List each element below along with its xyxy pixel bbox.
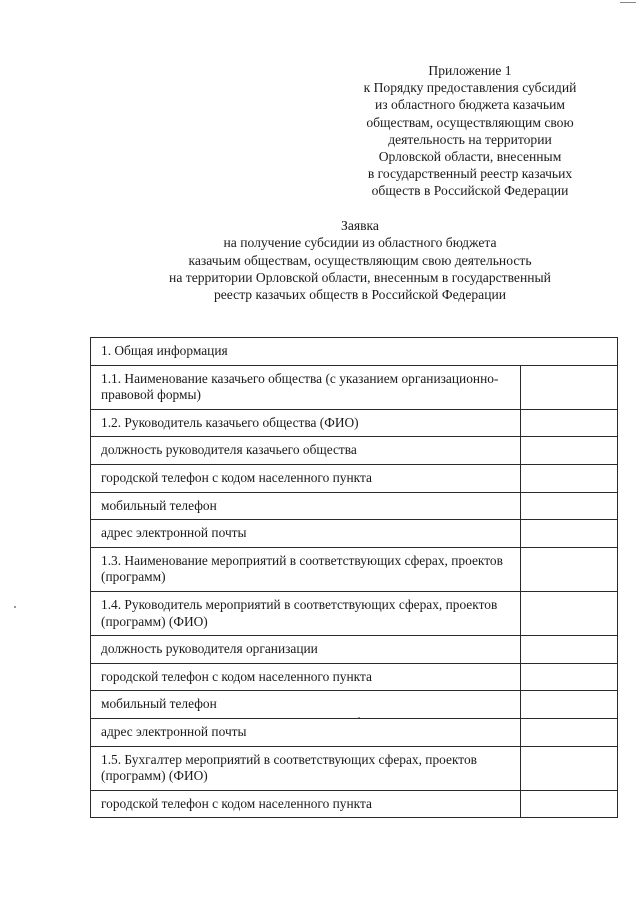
row-value-cell[interactable] bbox=[521, 663, 618, 691]
row-label: 1.3. Наименование мероприятий в соответствующих сферах, проектов (программ) bbox=[91, 547, 521, 591]
row-label: 1.2. Руководитель казачьего общества (ФИО) bbox=[91, 409, 521, 437]
row-value-cell[interactable] bbox=[521, 718, 618, 746]
appendix-line: Приложение 1 bbox=[428, 63, 512, 78]
table-row bbox=[91, 520, 618, 548]
application-title-line: на получение субсидии из областного бюджета bbox=[223, 235, 497, 251]
table-row bbox=[91, 746, 618, 790]
appendix-line: Орловской области, внесенным bbox=[378, 149, 562, 165]
appendix-line: из областного бюджета казачьим bbox=[375, 97, 565, 113]
row-value-cell[interactable] bbox=[521, 437, 618, 465]
row-value-cell[interactable] bbox=[521, 790, 618, 818]
appendix-line: обществам, осуществляющим свою bbox=[366, 114, 574, 130]
row-label: 1.5. Бухгалтер мероприятий в соответствующих сферах, проектов (программ) (ФИО) bbox=[91, 746, 521, 790]
row-value-cell[interactable] bbox=[521, 591, 618, 635]
table-row bbox=[91, 409, 618, 437]
row-label: городской телефон с кодом населенного пункта bbox=[91, 663, 521, 691]
application-title-line: казачьим обществам, осуществляющим свою деятельность bbox=[188, 252, 532, 268]
row-value-cell[interactable] bbox=[521, 365, 618, 409]
table-row bbox=[91, 636, 618, 664]
row-value-cell[interactable] bbox=[521, 520, 618, 548]
row-label: городской телефон с кодом населенного пункта bbox=[91, 790, 521, 818]
application-title-line: на территории Орловской области, внесенным в государственный bbox=[169, 269, 551, 285]
appendix-block bbox=[320, 62, 620, 200]
row-label: адрес электронной почты bbox=[91, 520, 521, 548]
row-value-cell[interactable] bbox=[521, 492, 618, 520]
application-form-table bbox=[90, 337, 618, 818]
table-row bbox=[91, 663, 618, 691]
row-value-cell[interactable] bbox=[521, 636, 618, 664]
row-label: должность руководителя организации bbox=[91, 636, 521, 664]
row-label: 1.4. Руководитель мероприятий в соответствующих сферах, проектов (программ) (ФИО) bbox=[91, 591, 521, 635]
row-value-cell[interactable] bbox=[521, 409, 618, 437]
row-label: должность руководителя казачьего общества bbox=[91, 437, 521, 465]
row-value-cell[interactable] bbox=[521, 746, 618, 790]
row-label: мобильный телефон bbox=[91, 691, 521, 719]
scan-speck bbox=[14, 606, 16, 608]
table-row bbox=[91, 691, 618, 719]
appendix-line: в государственный реестр казачьих bbox=[367, 166, 573, 182]
application-title-block bbox=[60, 217, 640, 303]
table-row bbox=[91, 790, 618, 818]
application-title-line: реестр казачьих обществ в Российской Федерации bbox=[213, 287, 507, 303]
table-row bbox=[91, 437, 618, 465]
table-section-header-row bbox=[91, 338, 618, 366]
scan-corner-mark bbox=[620, 2, 636, 8]
row-value-cell[interactable] bbox=[521, 547, 618, 591]
row-value-cell[interactable] bbox=[521, 691, 618, 719]
section-header: 1. Общая информация bbox=[91, 338, 618, 366]
appendix-line: обществ в Российской Федерации bbox=[371, 183, 569, 199]
table-row bbox=[91, 492, 618, 520]
appendix-line: к Порядку предоставления субсидий bbox=[363, 80, 577, 96]
table-row bbox=[91, 718, 618, 746]
row-label: городской телефон с кодом населенного пункта bbox=[91, 464, 521, 492]
table-row bbox=[91, 365, 618, 409]
table-row bbox=[91, 547, 618, 591]
application-heading: Заявка bbox=[341, 218, 379, 233]
table-row bbox=[91, 591, 618, 635]
row-label: адрес электронной почты bbox=[91, 718, 521, 746]
row-value-cell[interactable] bbox=[521, 464, 618, 492]
appendix-line: деятельность на территории bbox=[388, 131, 552, 147]
table-row bbox=[91, 464, 618, 492]
row-label: мобильный телефон bbox=[91, 492, 521, 520]
row-label: 1.1. Наименование казачьего общества (с указанием организационно-правовой формы) bbox=[91, 365, 521, 409]
